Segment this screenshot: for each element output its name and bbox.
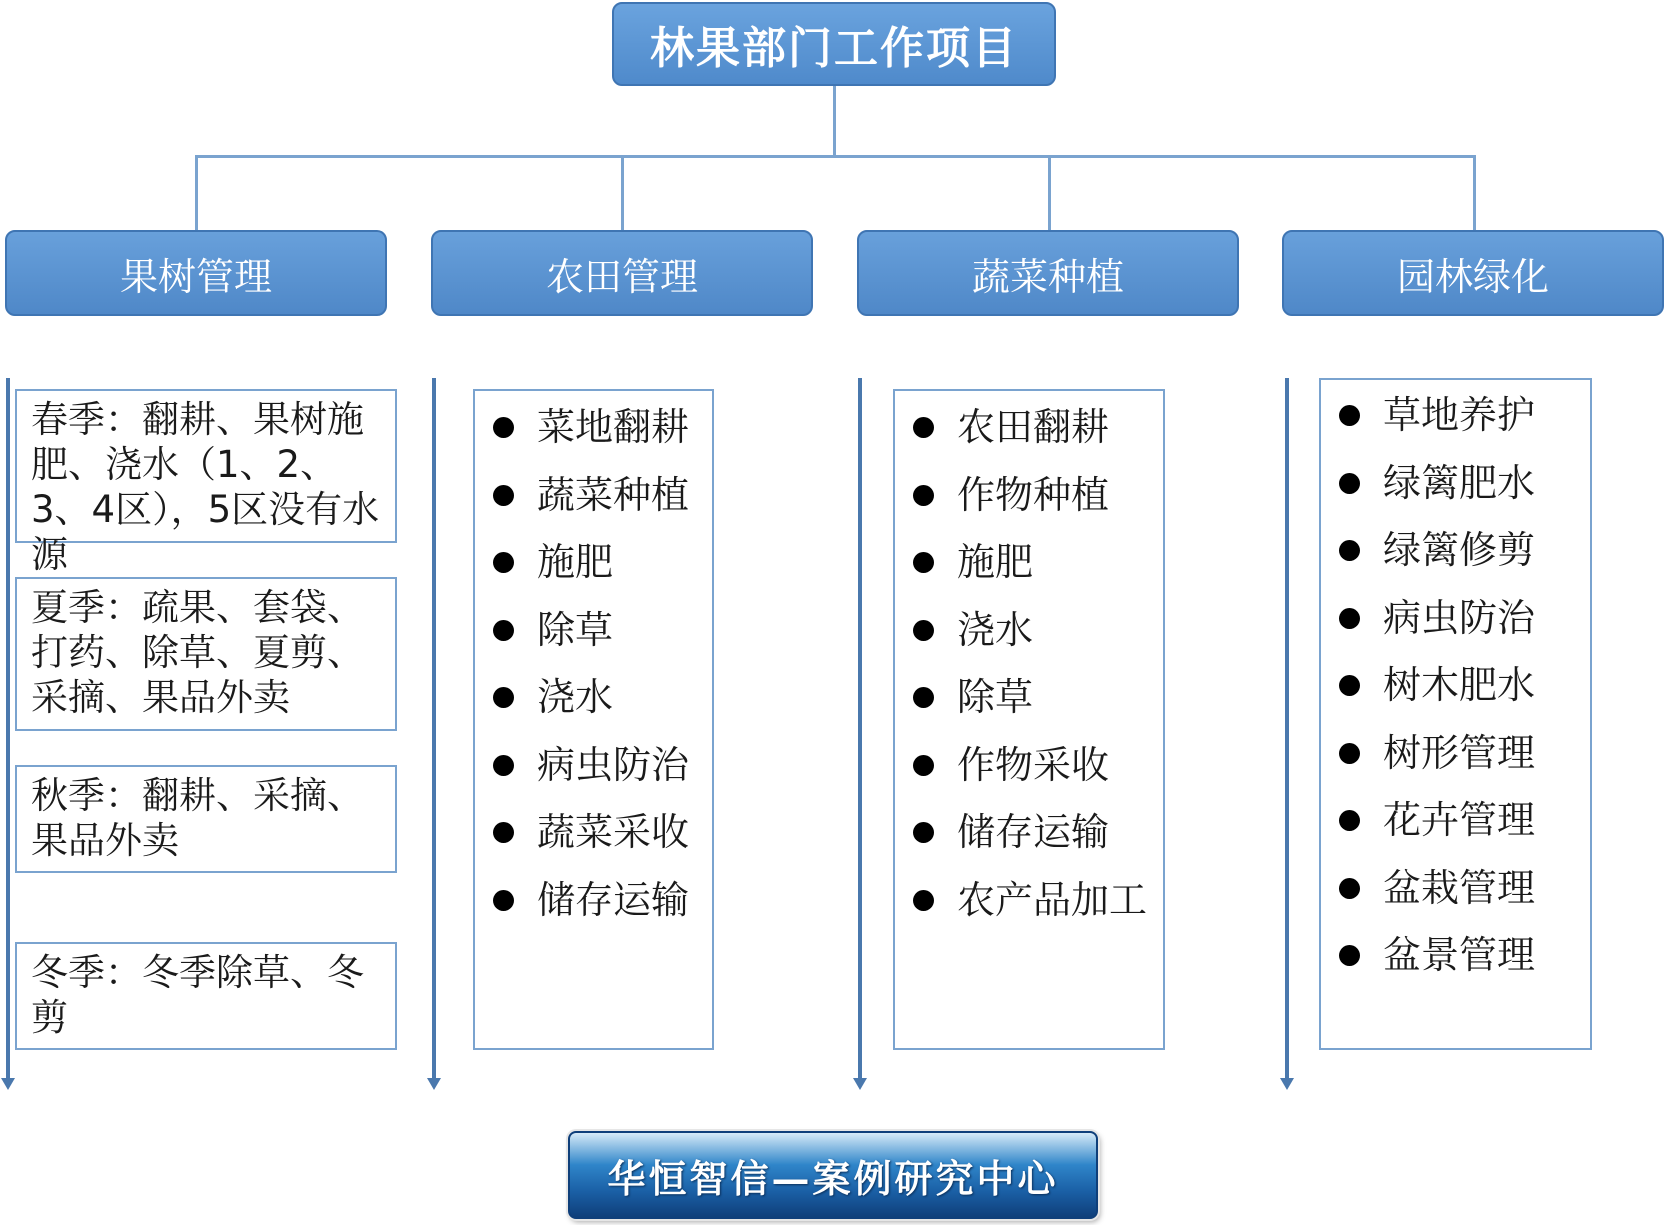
list-item: 草地养护 (1321, 382, 1590, 450)
bullet-icon (1339, 540, 1360, 561)
list-item: 储存运输 (475, 867, 712, 935)
list-item: 作物种植 (895, 462, 1163, 530)
bullet-icon (913, 417, 934, 438)
list-item: 树木肥水 (1321, 652, 1590, 720)
bullet-icon (493, 755, 514, 776)
bullet-icon (493, 417, 514, 438)
list-item: 绿篱修剪 (1321, 517, 1590, 585)
column-axis-arrow-1 (6, 378, 10, 1080)
list-item: 病虫防治 (1321, 585, 1590, 653)
category-fruit-tree: 果树管理 (5, 230, 387, 316)
column-axis-arrow-3 (858, 378, 862, 1080)
landscaping-task-list (1319, 378, 1592, 1050)
bullet-icon (913, 822, 934, 843)
bullet-icon (1339, 675, 1360, 696)
list-item: 农产品加工 (895, 867, 1163, 935)
season-box-winter: 冬季：冬季除草、冬剪 (15, 942, 397, 1050)
connector-horizontal (195, 155, 1476, 158)
bullet-icon (493, 552, 514, 573)
bullet-icon (493, 620, 514, 641)
list-item: 病虫防治 (475, 732, 712, 800)
list-item: 树形管理 (1321, 720, 1590, 788)
bullet-icon (493, 890, 514, 911)
season-box-autumn: 秋季：翻耕、采摘、果品外卖 (15, 765, 397, 873)
connector-branch-1 (195, 155, 198, 230)
bullet-icon (1339, 878, 1360, 899)
list-item: 储存运输 (895, 799, 1163, 867)
column-axis-arrow-4 (1285, 378, 1289, 1080)
bullet-icon (913, 890, 934, 911)
category-landscaping: 园林绿化 (1282, 230, 1664, 316)
list-item: 除草 (895, 664, 1163, 732)
bullet-icon (913, 485, 934, 506)
category-vegetables: 蔬菜种植 (857, 230, 1239, 316)
bullet-icon (913, 755, 934, 776)
list-item: 花卉管理 (1321, 787, 1590, 855)
bullet-icon (493, 822, 514, 843)
bullet-icon (1339, 473, 1360, 494)
bullet-icon (1339, 810, 1360, 831)
bullet-icon (493, 485, 514, 506)
list-item: 浇水 (895, 597, 1163, 665)
list-item: 农田翻耕 (895, 394, 1163, 462)
bullet-icon (1339, 405, 1360, 426)
list-item: 施肥 (475, 529, 712, 597)
connector-branch-3 (1048, 155, 1051, 230)
list-item: 施肥 (895, 529, 1163, 597)
list-item: 浇水 (475, 664, 712, 732)
list-item: 菜地翻耕 (475, 394, 712, 462)
root-title-box: 林果部门工作项目 (612, 2, 1056, 86)
bullet-icon (1339, 945, 1360, 966)
bullet-icon (913, 620, 934, 641)
column-axis-arrow-2 (432, 378, 436, 1080)
list-item: 盆栽管理 (1321, 855, 1590, 923)
season-box-summer: 夏季：疏果、套袋、打药、除草、夏剪、采摘、果品外卖 (15, 577, 397, 731)
connector-root-stem (833, 86, 836, 156)
list-item: 除草 (475, 597, 712, 665)
connector-branch-2 (621, 155, 624, 230)
season-box-spring: 春季：翻耕、果树施肥、浇水（1、2、3、4区），5区没有水源 (15, 389, 397, 543)
category-farmland: 农田管理 (431, 230, 813, 316)
bullet-icon (493, 687, 514, 708)
bullet-icon (913, 552, 934, 573)
bullet-icon (913, 687, 934, 708)
list-item: 绿篱肥水 (1321, 450, 1590, 518)
list-item: 蔬菜采收 (475, 799, 712, 867)
connector-branch-4 (1473, 155, 1476, 230)
list-item: 作物采收 (895, 732, 1163, 800)
list-item: 盆景管理 (1321, 922, 1590, 990)
list-item: 蔬菜种植 (475, 462, 712, 530)
footer-banner: 华恒智信—案例研究中心 (568, 1131, 1098, 1219)
vegetable-task-list (893, 389, 1165, 1050)
farmland-task-list (473, 389, 714, 1050)
bullet-icon (1339, 743, 1360, 764)
bullet-icon (1339, 608, 1360, 629)
